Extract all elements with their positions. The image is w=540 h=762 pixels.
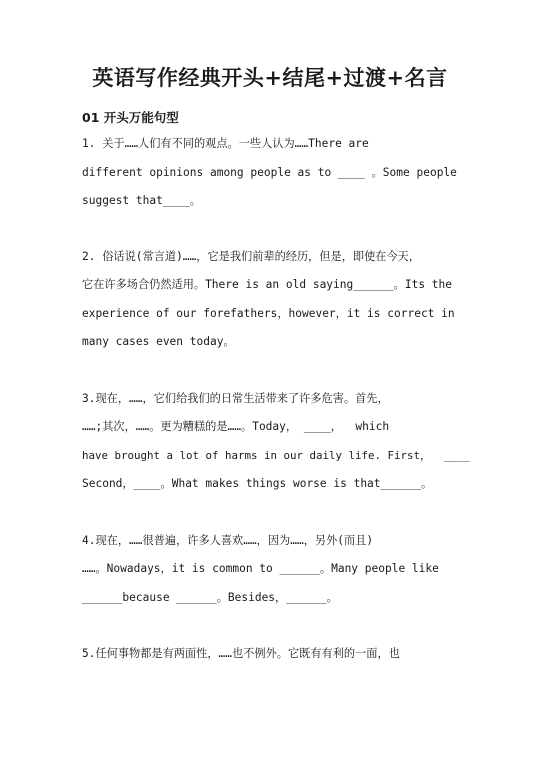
page-title: 英语写作经典开头+结尾+过渡+名言: [92, 65, 448, 90]
paragraph-line: 4.现在，……很普遍，许多人喜欢……，因为……，另外(而且): [82, 534, 374, 547]
section-heading: 01 开头万能句型: [82, 110, 179, 125]
paragraph-line: different opinions among people as to ____ 。Some people: [82, 166, 457, 179]
paragraph-line: many cases even today。: [82, 335, 235, 348]
paragraph-line: 它在许多场合仍然适用。There is an old saying______。Its the: [82, 278, 452, 291]
paragraph-line: 2. 俗话说(常言道)……，它是我们前辈的经历，但是，即使在今天，: [82, 250, 421, 263]
paragraph-line: Second，____。What makes things worse is that______。: [82, 477, 433, 490]
paragraph-line: 1. 关于……人们有不同的观点。一些人认为……There are: [82, 137, 369, 150]
paragraph-line: 3.现在，……，它们给我们的日常生活带来了许多危害。首先，: [82, 392, 389, 405]
paragraph-line: ……;其次，……。更为糟糕的是……。Today， ____， which: [82, 420, 390, 433]
paragraph-line: 5.任何事物都是有两面性，……也不例外。它既有有利的一面，也: [82, 647, 400, 660]
paragraph-line: ……。Nowadays，it is common to ______。Many people like: [82, 562, 439, 575]
paragraph-line: suggest that____。: [82, 194, 201, 207]
paragraph-line: experience of our forefathers，however，it is correct in: [82, 307, 455, 320]
paragraph-line: ______because ______。Besides，______。: [82, 591, 338, 604]
paragraph-line: have brought a lot of harms in our daily life. First， ____: [82, 449, 470, 462]
